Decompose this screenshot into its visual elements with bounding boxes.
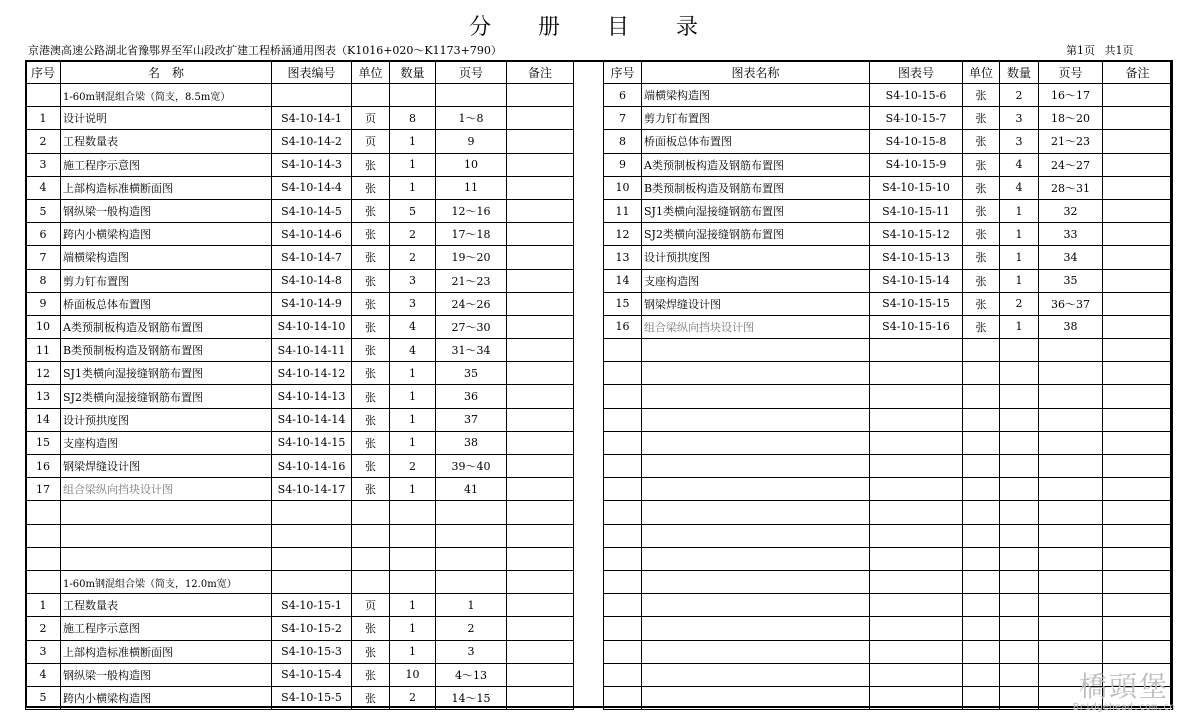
quantity-cell: 2 bbox=[390, 455, 436, 478]
watermark-cn: 橋頭堡 bbox=[1078, 670, 1169, 703]
page-range-cell: 32 bbox=[1039, 199, 1103, 222]
drawing-code-cell: S4-10-15-3 bbox=[272, 640, 352, 663]
col-header-no: 序号 bbox=[604, 61, 642, 84]
drawing-name-cell: 设计预拱度图 bbox=[61, 408, 272, 431]
page-range-cell: 19～20 bbox=[436, 246, 507, 269]
drawing-code-cell: S4-10-14-4 bbox=[272, 176, 352, 199]
quantity-cell: 1 bbox=[390, 153, 436, 176]
quantity-cell: 1 bbox=[1000, 199, 1039, 222]
drawing-code-cell: S4-10-15-5 bbox=[272, 686, 352, 709]
unit-cell: 页 bbox=[352, 130, 390, 153]
drawing-name-cell: 1-60m钢混组合梁（简支，12.0m宽） bbox=[61, 570, 272, 593]
watermark-logo bbox=[1068, 672, 1180, 713]
col-header-remarks: 备注 bbox=[1103, 61, 1173, 84]
drawing-name-cell: A类预制板构造及钢筋布置图 bbox=[642, 153, 870, 176]
unit-cell: 张 bbox=[963, 269, 1000, 292]
page-range-cell: 11 bbox=[436, 176, 507, 199]
page-range-cell: 35 bbox=[1039, 269, 1103, 292]
drawing-name-cell: 跨内小横梁构造图 bbox=[61, 686, 272, 709]
row-number-cell: 2 bbox=[26, 617, 61, 640]
col-header-qty: 数量 bbox=[1000, 61, 1039, 84]
col-header-name: 名 称 bbox=[61, 61, 272, 84]
row-number-cell: 7 bbox=[604, 107, 642, 130]
col-header-no: 序号 bbox=[26, 61, 61, 84]
page-range-cell: 36 bbox=[436, 385, 507, 408]
drawing-name-cell: 上部构造标准横断面图 bbox=[61, 640, 272, 663]
drawing-code-cell: S4-10-14-3 bbox=[272, 153, 352, 176]
col-header-code: 图表编号 bbox=[272, 61, 352, 84]
page-range-cell: 9 bbox=[436, 130, 507, 153]
unit-cell: 张 bbox=[352, 455, 390, 478]
quantity-cell: 3 bbox=[1000, 130, 1039, 153]
drawing-code-cell: S4-10-15-12 bbox=[870, 223, 963, 246]
drawing-code-cell: S4-10-14-15 bbox=[272, 431, 352, 454]
page-range-cell: 38 bbox=[1039, 315, 1103, 338]
row-number-cell: 11 bbox=[26, 339, 61, 362]
unit-cell: 张 bbox=[352, 269, 390, 292]
page-range-cell: 28～31 bbox=[1039, 176, 1103, 199]
page-range-cell: 3 bbox=[436, 640, 507, 663]
row-number-cell: 13 bbox=[26, 385, 61, 408]
page-range-cell: 24～26 bbox=[436, 292, 507, 315]
unit-cell: 张 bbox=[352, 223, 390, 246]
drawing-name-cell: 桥面板总体布置图 bbox=[61, 292, 272, 315]
row-number-cell: 8 bbox=[26, 269, 61, 292]
unit-cell: 张 bbox=[352, 315, 390, 338]
quantity-cell: 4 bbox=[390, 315, 436, 338]
unit-cell: 张 bbox=[963, 199, 1000, 222]
page-range-cell: 1～8 bbox=[436, 107, 507, 130]
quantity-cell: 1 bbox=[390, 176, 436, 199]
row-number-cell: 7 bbox=[26, 246, 61, 269]
drawing-code-cell: S4-10-15-14 bbox=[870, 269, 963, 292]
row-number-cell: 16 bbox=[26, 455, 61, 478]
drawing-name-cell: SJ2类横向湿接缝钢筋布置图 bbox=[61, 385, 272, 408]
col-header-unit: 单位 bbox=[963, 61, 1000, 84]
row-number-cell: 13 bbox=[604, 246, 642, 269]
row-number-cell: 11 bbox=[604, 199, 642, 222]
unit-cell: 张 bbox=[963, 84, 1000, 107]
quantity-cell: 1 bbox=[390, 408, 436, 431]
drawing-name-cell: 工程数量表 bbox=[61, 130, 272, 153]
unit-cell: 张 bbox=[963, 315, 1000, 338]
page-range-cell: 21～23 bbox=[1039, 130, 1103, 153]
quantity-cell: 10 bbox=[390, 663, 436, 686]
page-range-cell: 21～23 bbox=[436, 269, 507, 292]
page-range-cell: 1 bbox=[436, 594, 507, 617]
row-number-cell: 9 bbox=[604, 153, 642, 176]
unit-cell: 张 bbox=[963, 107, 1000, 130]
unit-cell: 张 bbox=[352, 431, 390, 454]
page-range-cell: 39～40 bbox=[436, 455, 507, 478]
drawing-code-cell: S4-10-14-8 bbox=[272, 269, 352, 292]
unit-cell: 张 bbox=[352, 617, 390, 640]
quantity-cell: 2 bbox=[390, 686, 436, 709]
project-subtitle: 京港澳高速公路湖北省豫鄂界至军山段改扩建工程桥涵通用图表（K1016+020～K1173+790） bbox=[28, 44, 502, 57]
quantity-cell: 4 bbox=[390, 339, 436, 362]
quantity-cell: 1 bbox=[390, 478, 436, 501]
quantity-cell: 1 bbox=[390, 431, 436, 454]
quantity-cell: 1 bbox=[390, 130, 436, 153]
col-header-pages: 页号 bbox=[436, 61, 507, 84]
drawing-code-cell: S4-10-14-10 bbox=[272, 315, 352, 338]
drawing-name-cell: 跨内小横梁构造图 bbox=[61, 223, 272, 246]
drawing-name-cell: SJ1类横向湿接缝钢筋布置图 bbox=[642, 199, 870, 222]
drawing-name-cell: 1-60m钢混组合梁（简支，8.5m宽） bbox=[61, 84, 272, 107]
drawing-code-cell: S4-10-15-8 bbox=[870, 130, 963, 153]
unit-cell: 张 bbox=[352, 246, 390, 269]
row-number-cell: 3 bbox=[26, 640, 61, 663]
quantity-cell: 1 bbox=[390, 617, 436, 640]
drawing-code-cell: S4-10-14-2 bbox=[272, 130, 352, 153]
quantity-cell: 1 bbox=[390, 640, 436, 663]
drawing-name-cell: 钢梁焊缝设计图 bbox=[61, 455, 272, 478]
page-range-cell: 41 bbox=[436, 478, 507, 501]
row-number-cell: 9 bbox=[26, 292, 61, 315]
drawing-code-cell: S4-10-14-6 bbox=[272, 223, 352, 246]
quantity-cell: 1 bbox=[1000, 315, 1039, 338]
drawing-name-cell: B类预制板构造及钢筋布置图 bbox=[642, 176, 870, 199]
unit-cell: 张 bbox=[963, 130, 1000, 153]
page-range-cell: 2 bbox=[436, 617, 507, 640]
row-number-cell: 15 bbox=[26, 431, 61, 454]
drawing-name-cell: 组合梁纵向挡块设计图 bbox=[642, 315, 870, 338]
unit-cell: 张 bbox=[352, 663, 390, 686]
row-number-cell: 14 bbox=[26, 408, 61, 431]
drawing-code-cell: S4-10-15-9 bbox=[870, 153, 963, 176]
table-frame bbox=[25, 60, 1172, 708]
quantity-cell: 8 bbox=[390, 107, 436, 130]
drawing-name-cell: 端横梁构造图 bbox=[61, 246, 272, 269]
row-number-cell: 1 bbox=[26, 107, 61, 130]
drawing-code-cell: S4-10-15-1 bbox=[272, 594, 352, 617]
unit-cell: 张 bbox=[352, 686, 390, 709]
unit-cell: 张 bbox=[352, 478, 390, 501]
page-title: 分 册 目 录 bbox=[469, 15, 718, 40]
quantity-cell: 4 bbox=[1000, 153, 1039, 176]
drawing-name-cell: 剪力钉布置图 bbox=[642, 107, 870, 130]
unit-cell: 张 bbox=[352, 153, 390, 176]
drawing-code-cell: S4-10-15-11 bbox=[870, 199, 963, 222]
quantity-cell: 1 bbox=[390, 385, 436, 408]
drawing-code-cell: S4-10-14-12 bbox=[272, 362, 352, 385]
drawing-code-cell: S4-10-14-14 bbox=[272, 408, 352, 431]
unit-cell: 页 bbox=[352, 107, 390, 130]
drawing-name-cell: SJ2类横向湿接缝钢筋布置图 bbox=[642, 223, 870, 246]
page-info: 第1页 共1页 bbox=[1066, 44, 1134, 57]
quantity-cell: 1 bbox=[390, 362, 436, 385]
unit-cell: 张 bbox=[963, 176, 1000, 199]
page-range-cell: 17～18 bbox=[436, 223, 507, 246]
drawing-code-cell: S4-10-15-13 bbox=[870, 246, 963, 269]
col-header-remarks: 备注 bbox=[507, 61, 574, 84]
row-number-cell: 17 bbox=[26, 478, 61, 501]
page-range-cell: 24～27 bbox=[1039, 153, 1103, 176]
drawing-code-cell: S4-10-15-16 bbox=[870, 315, 963, 338]
quantity-cell: 2 bbox=[390, 246, 436, 269]
row-number-cell: 12 bbox=[604, 223, 642, 246]
drawing-name-cell: 施工程序示意图 bbox=[61, 617, 272, 640]
unit-cell: 张 bbox=[352, 385, 390, 408]
quantity-cell: 2 bbox=[1000, 84, 1039, 107]
quantity-cell: 1 bbox=[1000, 269, 1039, 292]
drawing-code-cell: S4-10-15-4 bbox=[272, 663, 352, 686]
col-header-qty: 数量 bbox=[390, 61, 436, 84]
page-range-cell: 35 bbox=[436, 362, 507, 385]
drawing-code-cell: S4-10-15-15 bbox=[870, 292, 963, 315]
watermark-en: Bridgehead.com.cn bbox=[1072, 702, 1176, 713]
page-range-cell: 14～15 bbox=[436, 686, 507, 709]
row-number-cell: 10 bbox=[604, 176, 642, 199]
drawing-code-cell: S4-10-14-9 bbox=[272, 292, 352, 315]
drawing-code-cell: S4-10-14-1 bbox=[272, 107, 352, 130]
unit-cell: 张 bbox=[963, 153, 1000, 176]
row-number-cell: 2 bbox=[26, 130, 61, 153]
row-number-cell: 4 bbox=[26, 663, 61, 686]
col-header-pages: 页号 bbox=[1039, 61, 1103, 84]
drawing-name-cell: 施工程序示意图 bbox=[61, 153, 272, 176]
quantity-cell: 2 bbox=[1000, 292, 1039, 315]
unit-cell: 张 bbox=[352, 408, 390, 431]
col-header-name: 图表名称 bbox=[642, 61, 870, 84]
drawing-name-cell: 支座构造图 bbox=[642, 269, 870, 292]
unit-cell: 页 bbox=[352, 594, 390, 617]
drawing-name-cell: A类预制板构造及钢筋布置图 bbox=[61, 315, 272, 338]
unit-cell: 张 bbox=[352, 362, 390, 385]
drawing-code-cell: S4-10-14-5 bbox=[272, 199, 352, 222]
unit-cell: 张 bbox=[352, 292, 390, 315]
row-number-cell: 1 bbox=[26, 594, 61, 617]
drawing-name-cell: 组合梁纵向挡块设计图 bbox=[61, 478, 272, 501]
row-number-cell: 6 bbox=[604, 84, 642, 107]
drawing-name-cell: 工程数量表 bbox=[61, 594, 272, 617]
page-range-cell: 16～17 bbox=[1039, 84, 1103, 107]
unit-cell: 张 bbox=[352, 640, 390, 663]
page-range-cell: 12～16 bbox=[436, 199, 507, 222]
drawing-name-cell: 支座构造图 bbox=[61, 431, 272, 454]
page-range-cell: 18～20 bbox=[1039, 107, 1103, 130]
drawing-code-cell: S4-10-15-10 bbox=[870, 176, 963, 199]
row-number-cell: 5 bbox=[26, 199, 61, 222]
unit-cell: 张 bbox=[963, 246, 1000, 269]
unit-cell: 张 bbox=[352, 176, 390, 199]
drawing-name-cell: 钢纵梁一般构造图 bbox=[61, 199, 272, 222]
page-range-cell: 38 bbox=[436, 431, 507, 454]
drawing-name-cell: B类预制板构造及钢筋布置图 bbox=[61, 339, 272, 362]
drawing-code-cell: S4-10-15-2 bbox=[272, 617, 352, 640]
row-number-cell: 4 bbox=[26, 176, 61, 199]
drawing-name-cell: 剪力钉布置图 bbox=[61, 269, 272, 292]
row-number-cell: 16 bbox=[604, 315, 642, 338]
drawing-code-cell: S4-10-14-11 bbox=[272, 339, 352, 362]
row-number-cell: 6 bbox=[26, 223, 61, 246]
row-number-cell: 15 bbox=[604, 292, 642, 315]
quantity-cell: 3 bbox=[1000, 107, 1039, 130]
drawing-code-cell: S4-10-14-7 bbox=[272, 246, 352, 269]
quantity-cell: 3 bbox=[390, 269, 436, 292]
drawing-name-cell: 上部构造标准横断面图 bbox=[61, 176, 272, 199]
quantity-cell: 4 bbox=[1000, 176, 1039, 199]
page-range-cell: 36～37 bbox=[1039, 292, 1103, 315]
col-header-unit: 单位 bbox=[352, 61, 390, 84]
unit-cell: 张 bbox=[963, 223, 1000, 246]
unit-cell: 张 bbox=[352, 199, 390, 222]
row-number-cell: 8 bbox=[604, 130, 642, 153]
row-number-cell: 12 bbox=[26, 362, 61, 385]
drawing-name-cell: SJ1类横向湿接缝钢筋布置图 bbox=[61, 362, 272, 385]
drawing-name-cell: 钢纵梁一般构造图 bbox=[61, 663, 272, 686]
page-range-cell: 27～30 bbox=[436, 315, 507, 338]
page-range-cell: 37 bbox=[436, 408, 507, 431]
drawing-code-cell: S4-10-14-17 bbox=[272, 478, 352, 501]
drawing-code-cell: S4-10-15-6 bbox=[870, 84, 963, 107]
drawing-name-cell: 钢梁焊缝设计图 bbox=[642, 292, 870, 315]
row-number-cell: 14 bbox=[604, 269, 642, 292]
drawing-name-cell: 设计说明 bbox=[61, 107, 272, 130]
quantity-cell: 1 bbox=[1000, 246, 1039, 269]
drawing-code-cell: S4-10-14-16 bbox=[272, 455, 352, 478]
quantity-cell: 5 bbox=[390, 199, 436, 222]
col-header-code: 图表号 bbox=[870, 61, 963, 84]
unit-cell: 张 bbox=[963, 292, 1000, 315]
quantity-cell: 2 bbox=[390, 223, 436, 246]
unit-cell: 张 bbox=[352, 339, 390, 362]
drawing-name-cell: 端横梁构造图 bbox=[642, 84, 870, 107]
drawing-code-cell: S4-10-15-7 bbox=[870, 107, 963, 130]
drawing-name-cell: 设计预拱度图 bbox=[642, 246, 870, 269]
row-number-cell: 3 bbox=[26, 153, 61, 176]
drawing-code-cell: S4-10-14-13 bbox=[272, 385, 352, 408]
drawing-name-cell: 桥面板总体布置图 bbox=[642, 130, 870, 153]
page-range-cell: 34 bbox=[1039, 246, 1103, 269]
page-range-cell: 31～34 bbox=[436, 339, 507, 362]
row-number-cell: 5 bbox=[26, 686, 61, 709]
quantity-cell: 1 bbox=[390, 594, 436, 617]
page-range-cell: 33 bbox=[1039, 223, 1103, 246]
page-range-cell: 4～13 bbox=[436, 663, 507, 686]
row-number-cell: 10 bbox=[26, 315, 61, 338]
quantity-cell: 1 bbox=[1000, 223, 1039, 246]
page-range-cell: 10 bbox=[436, 153, 507, 176]
quantity-cell: 3 bbox=[390, 292, 436, 315]
